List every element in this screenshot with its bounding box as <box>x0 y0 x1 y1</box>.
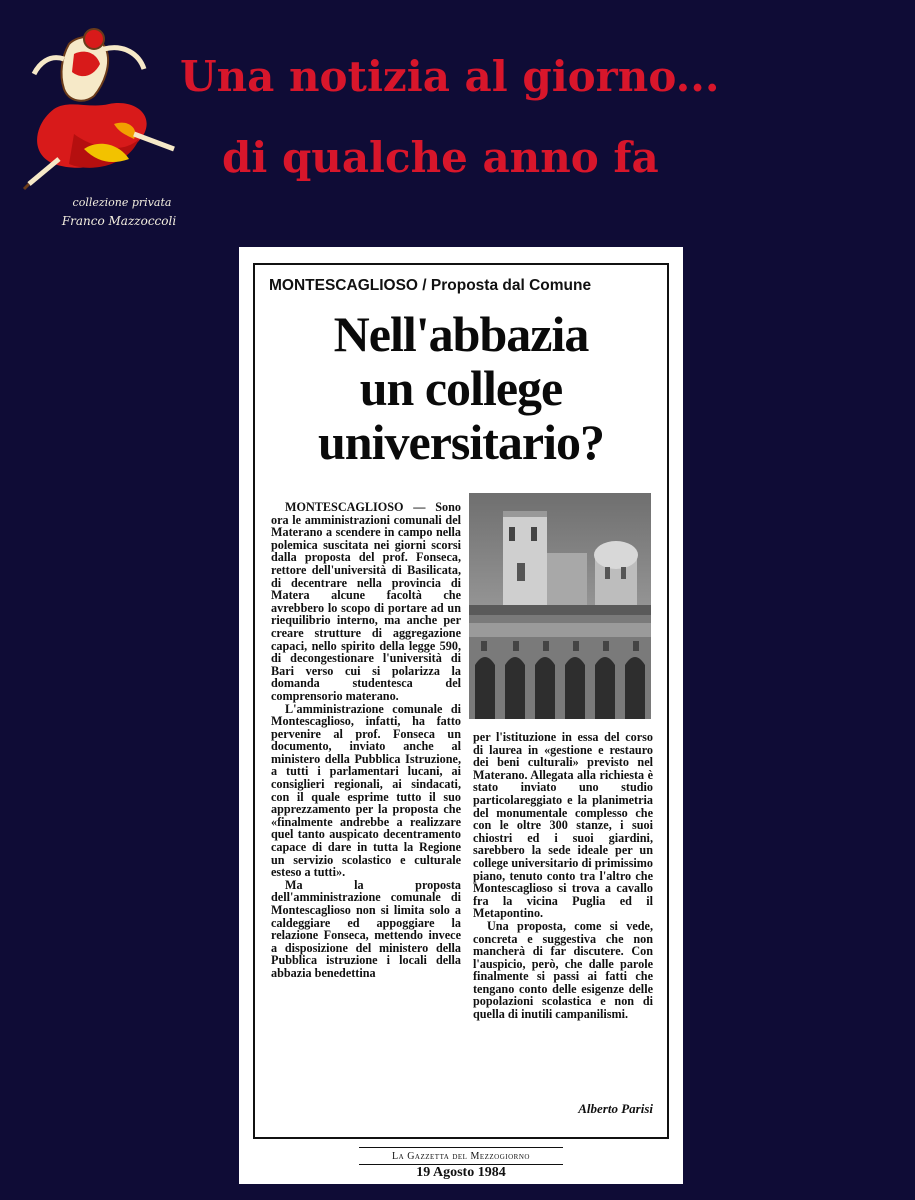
paragraph: L'amministrazione comunale di Montescaglioso, infatti, ha fatto pervenire al prof. Fonseca un documento, inviato anche al ministero della Pubblica Istruzione, a tutti i parlamentari lucani, ai consiglieri regionali, ai sindacati, con il quale esprime tutto il suo apprezzamento per la proposta che «finalmente andrebbe a realizzare quel tanto auspicato decentramento capace di dare in tutta la Regione un servizio scolastico e culturale esteso a tutti». <box>271 701 461 880</box>
newspaper-clipping <box>239 247 683 1184</box>
article-author: Alberto Parisi <box>578 1101 653 1116</box>
abbey-photo <box>469 493 651 719</box>
page-title-line2: di qualche anno fa <box>222 133 659 182</box>
article-column-1 <box>271 501 461 980</box>
paragraph: MONTESCAGLIOSO — Sono ora le amministrazioni comunali del Materano a scendere in campo nella polemica suscitata nei giorni scorsi dalla proposta del prof. Fonseca, rettore dell'università di Basilicata, di decentrare nella provincia di Matera alcune facoltà che avrebbero lo scopo di portare ad un riequilibrio interno, ma anche per creare strutture di aggregazione capaci, nello spirito della legge 590, di decongestionare l'università di Bari verso cui si polarizza la domanda studentesca del comprensorio materano. <box>271 500 461 703</box>
paragraph: Ma la proposta dell'amministrazione comunale di Montescaglioso non si limita solo a caldeggiare ed appoggiare la relazione Fonseca, mettendo invece a disposizione del ministero della Pubblica istruzione i locali della abbazia benedettina <box>271 877 461 980</box>
dancer-logo-icon <box>14 14 189 194</box>
publication-date: 19 Agosto 1984 <box>416 1165 506 1180</box>
abbey-photo-icon <box>469 493 651 719</box>
article-frame <box>253 263 669 1139</box>
logo-caption-owner: Franco Mazzoccoli <box>61 214 177 228</box>
paragraph: Una proposta, come si vede, concreta e suggestiva che non mancherà di far discutere. Con l'auspicio, però, che dalle parole finalmente si passi ai fatti che tengano conto delle esigenze delle popolazioni scolastica e non di quella di inutili campanilismi. <box>473 918 653 1022</box>
article-headline-line1: Nell'abbazia <box>333 306 589 362</box>
article-column-2 <box>473 731 653 1021</box>
divider <box>359 1147 563 1148</box>
article-kicker: MONTESCAGLIOSO / Proposta dal Comune <box>269 277 592 294</box>
article-headline-line3: universitario? <box>318 414 604 470</box>
page-title-line1: Una notizia al giorno... <box>180 52 720 101</box>
newspaper-masthead: La Gazzetta del Mezzogiorno <box>392 1151 530 1162</box>
collection-logo <box>14 14 189 228</box>
logo-caption-collection: collezione privata <box>72 196 172 209</box>
article-headline-line2: un college <box>359 360 563 416</box>
paragraph: per l'istituzione in essa del corso di laurea in «gestione e restauro dei beni culturali» previsto nel Materano. Allegata alla richiesta è stato inviato uno studio particolareggiato e la planimetria del monumentale complesso che con le oltre 300 stanze, i suoi chiostri ed i suoi giardini, sarebbero la sede ideale per un college universitario di primissimo piano, tenuto conto tra l'altro che Montescaglioso si trova a cavallo fra la vicina Puglia ed il Metapontino. <box>473 730 653 921</box>
